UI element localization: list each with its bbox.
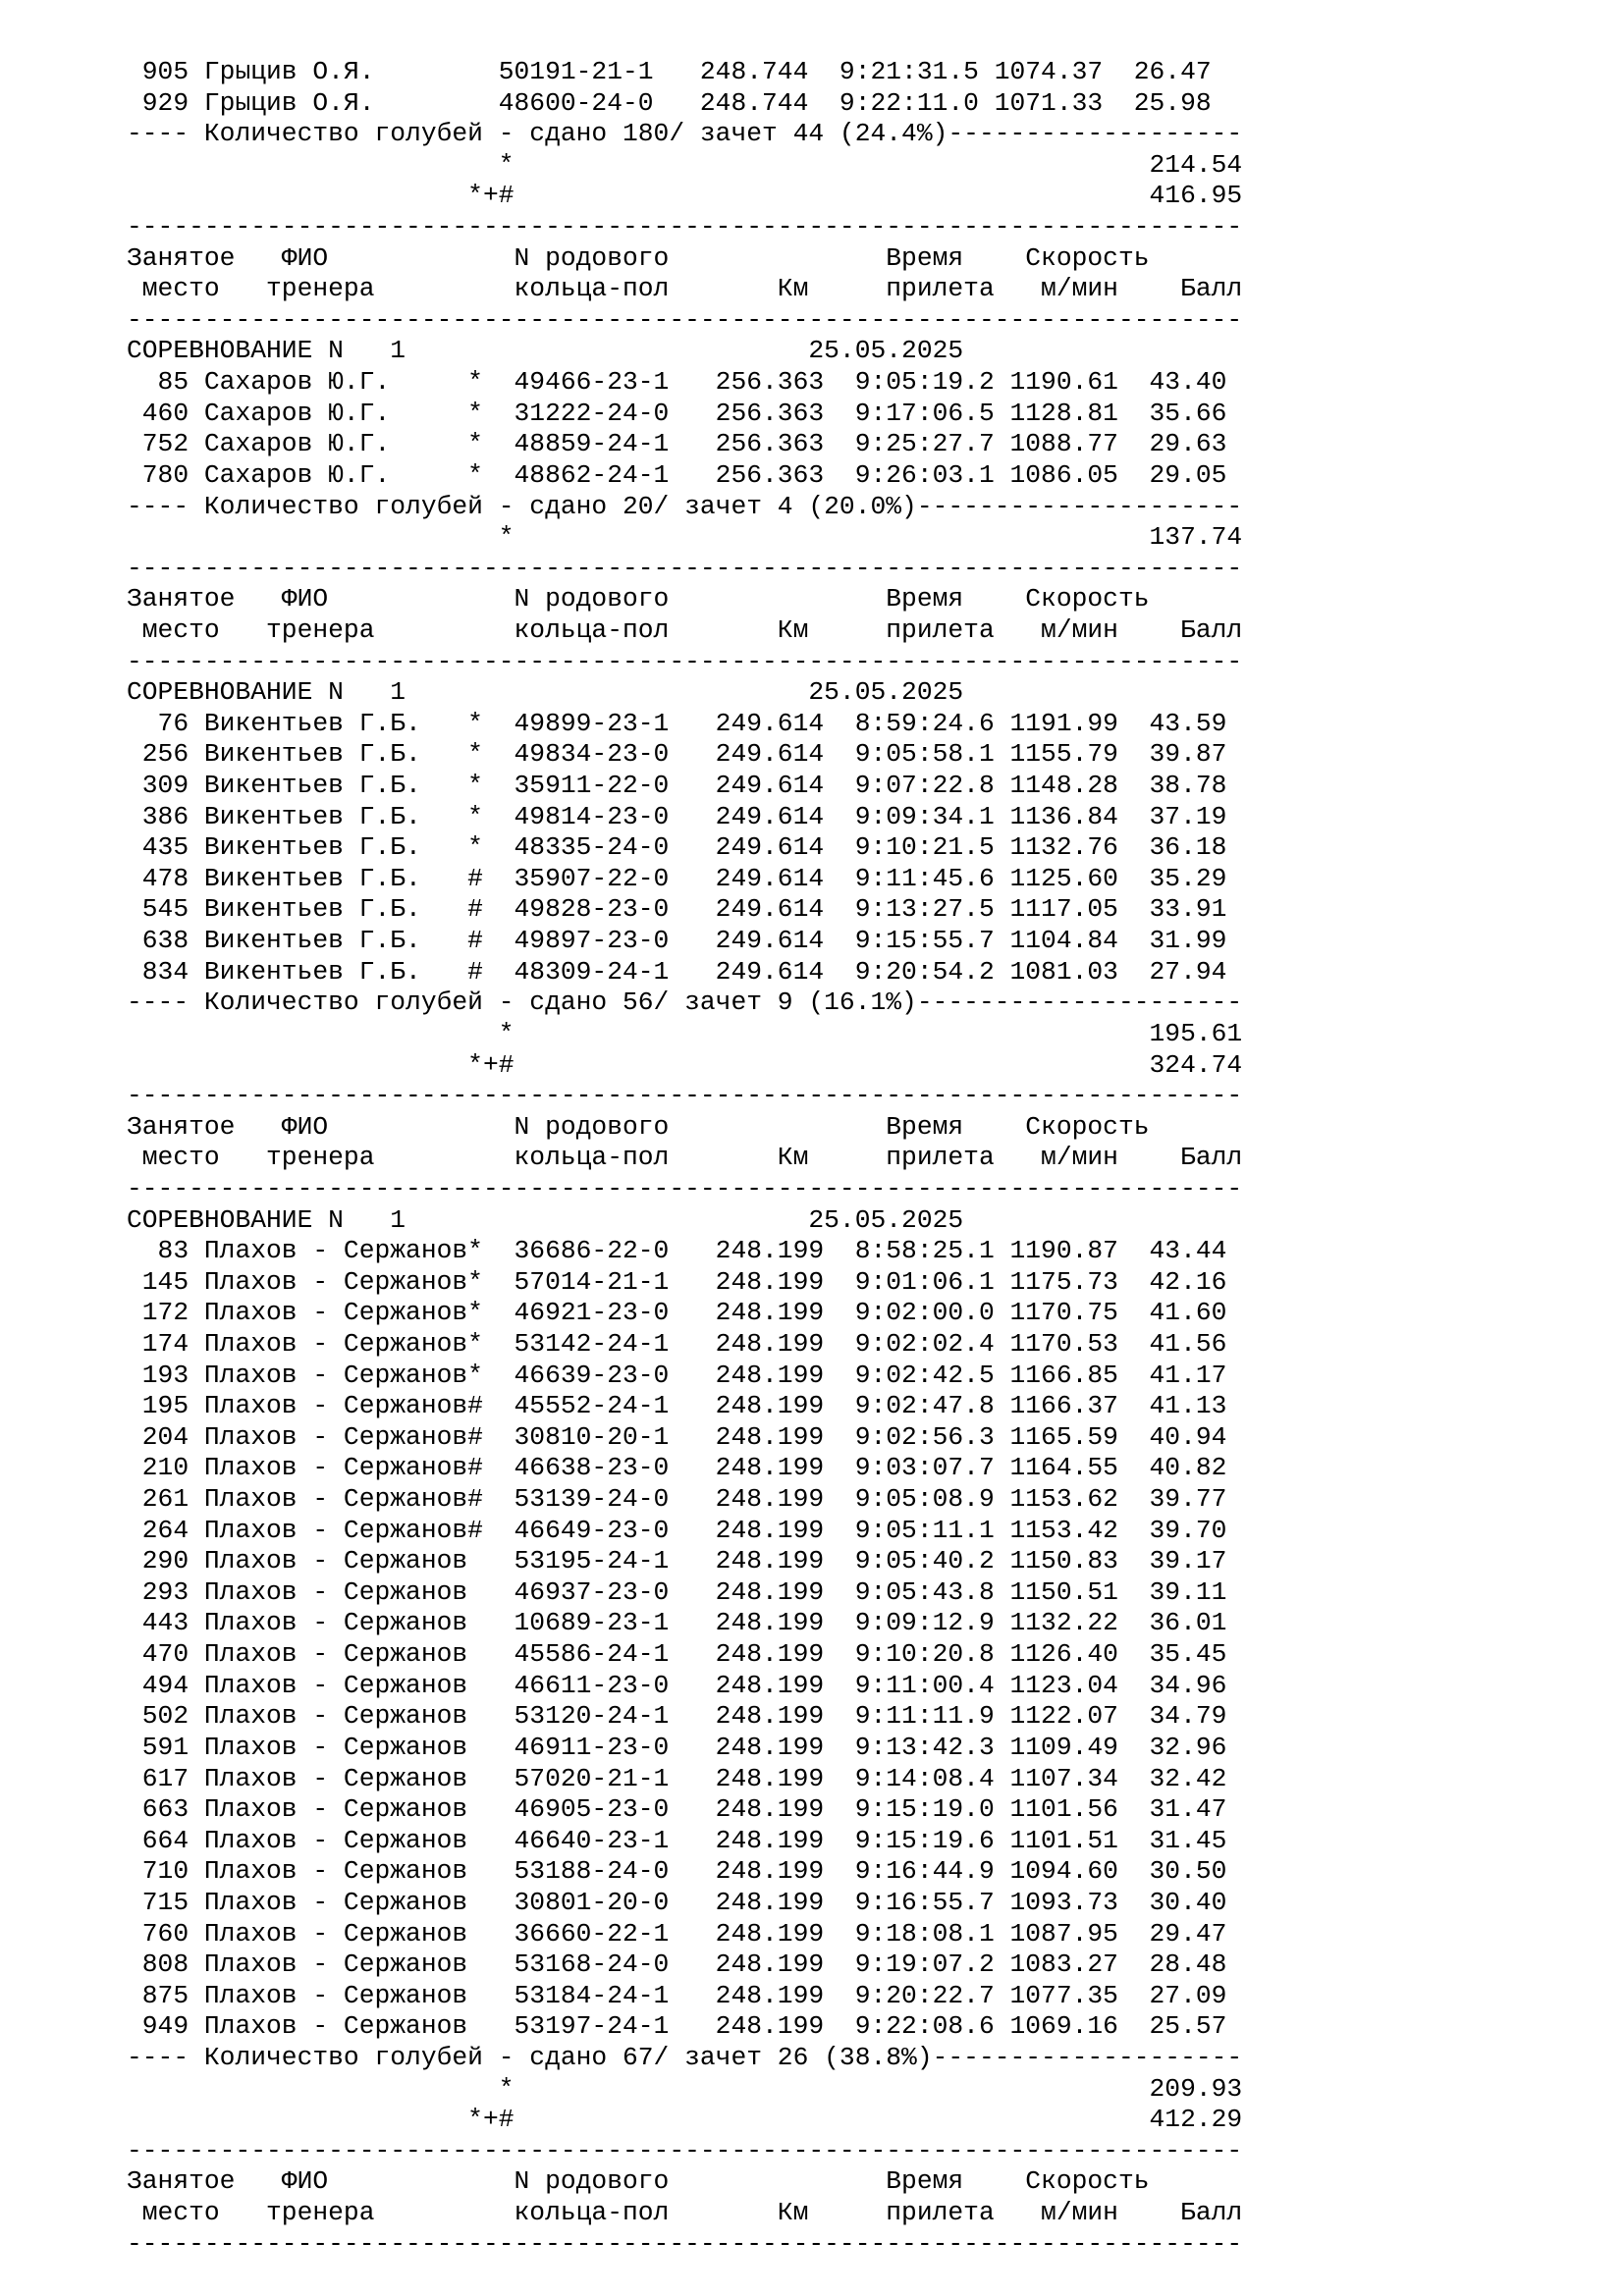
document-line: Занятое ФИО N родового Время Скорость [127, 584, 1150, 614]
document-line: 591 Плахов - Сержанов 46911-23-0 248.199 9:13:42.3 1109.49 32.96 [127, 1732, 1227, 1762]
document-line: 293 Плахов - Сержанов 46937-23-0 248.199 9:05:43.8 1150.51 39.11 [127, 1576, 1227, 1607]
document-line: 715 Плахов - Сержанов 30801-20-0 248.199 9:16:55.7 1093.73 30.40 [127, 1887, 1227, 1917]
document-line: 494 Плахов - Сержанов 46611-23-0 248.199 9:11:00.4 1123.04 34.96 [127, 1670, 1227, 1700]
document-line: 264 Плахов - Сержанов# 46649-23-0 248.199 9:05:11.1 1153.42 39.70 [127, 1515, 1227, 1545]
document-line: ------------------------------------------------------------------------ [127, 2135, 1243, 2165]
document-line: ------------------------------------------------------------------------ [127, 1173, 1243, 1203]
document-line: 780 Сахаров Ю.Г. * 48862-24-1 256.363 9:26:03.1 1086.05 29.05 [127, 459, 1227, 490]
document-line: 710 Плахов - Сержанов 53188-24-0 248.199 9:16:44.9 1094.60 30.50 [127, 1856, 1227, 1887]
document-line: ---- Количество голубей - сдано 20/ зачет 4 (20.0%)--------------------- [127, 491, 1243, 521]
document-line: * 209.93 [127, 2073, 1243, 2104]
document-line: 256 Викентьев Г.Б. * 49834-23-0 249.614 9:05:58.1 1155.79 39.87 [127, 739, 1227, 770]
document-line: 290 Плахов - Сержанов 53195-24-1 248.199 9:05:40.2 1150.83 39.17 [127, 1546, 1227, 1576]
document-line: ------------------------------------------------------------------------ [127, 1081, 1243, 1111]
document-line: СОРЕВНОВАНИЕ N 1 25.05.2025 [127, 336, 964, 366]
document-line: 664 Плахов - Сержанов 46640-23-1 248.199 9:15:19.6 1101.51 31.45 [127, 1825, 1227, 1855]
document-line: Занятое ФИО N родового Время Скорость [127, 1111, 1150, 1142]
document-line: 435 Викентьев Г.Б. * 48335-24-0 249.614 9:10:21.5 1132.76 36.18 [127, 832, 1227, 863]
document-line: Занятое ФИО N родового Время Скорость [127, 242, 1150, 273]
document-line: ------------------------------------------------------------------------ [127, 553, 1243, 583]
document-line: 545 Викентьев Г.Б. # 49828-23-0 249.614 9:13:27.5 1117.05 33.91 [127, 894, 1227, 925]
document-line: 752 Сахаров Ю.Г. * 48859-24-1 256.363 9:25:27.7 1088.77 29.63 [127, 429, 1227, 459]
document-line: 663 Плахов - Сержанов 46905-23-0 248.199 9:15:19.0 1101.56 31.47 [127, 1794, 1227, 1825]
results-document [127, 57, 1242, 2260]
document-line: ---- Количество голубей - сдано 67/ зачет 26 (38.8%)-------------------- [127, 2043, 1243, 2072]
document-line: ------------------------------------------------------------------------ [127, 212, 1243, 242]
document-line: 174 Плахов - Сержанов* 53142-24-1 248.199 9:02:02.4 1170.53 41.56 [127, 1328, 1227, 1359]
document-line: ------------------------------------------------------------------------ [127, 646, 1243, 676]
document-line: *+# 324.74 [127, 1049, 1243, 1080]
document-line: ---- Количество голубей - сдано 180/ зачет 44 (24.4%)------------------- [127, 119, 1243, 149]
document-line: СОРЕВНОВАНИЕ N 1 25.05.2025 [127, 1204, 964, 1235]
document-line: 638 Викентьев Г.Б. # 49897-23-0 249.614 9:15:55.7 1104.84 31.99 [127, 926, 1227, 956]
document-line: 193 Плахов - Сержанов* 46639-23-0 248.199 9:02:42.5 1166.85 41.17 [127, 1360, 1227, 1390]
document-line: * 137.74 [127, 522, 1243, 553]
document-line: ------------------------------------------------------------------------ [127, 304, 1243, 335]
document-line: 760 Плахов - Сержанов 36660-22-1 248.199 9:18:08.1 1087.95 29.47 [127, 1918, 1227, 1949]
document-line: * 214.54 [127, 149, 1243, 180]
document-line: 172 Плахов - Сержанов* 46921-23-0 248.199 9:02:00.0 1170.75 41.60 [127, 1298, 1227, 1328]
document-line: 83 Плахов - Сержанов* 36686-22-0 248.199 8:58:25.1 1190.87 43.44 [127, 1236, 1227, 1266]
document-line: 386 Викентьев Г.Б. * 49814-23-0 249.614 9:09:34.1 1136.84 37.19 [127, 801, 1227, 831]
document-line: 210 Плахов - Сержанов# 46638-23-0 248.199 9:03:07.7 1164.55 40.82 [127, 1453, 1227, 1483]
document-line: 808 Плахов - Сержанов 53168-24-0 248.199 9:19:07.2 1083.27 28.48 [127, 1949, 1227, 1980]
document-line: 145 Плахов - Сержанов* 57014-21-1 248.199 9:01:06.1 1175.73 42.16 [127, 1266, 1227, 1297]
document-line: 204 Плахов - Сержанов# 30810-20-1 248.199 9:02:56.3 1165.59 40.94 [127, 1421, 1227, 1452]
document-line: *+# 412.29 [127, 2105, 1243, 2135]
document-line: место тренера кольца-пол Км прилета м/мин Балл [127, 2198, 1243, 2228]
document-line: место тренера кольца-пол Км прилета м/мин Балл [127, 274, 1243, 304]
document-line: СОРЕВНОВАНИЕ N 1 25.05.2025 [127, 677, 964, 708]
document-line: 929 Грыцив О.Я. 48600-24-0 248.744 9:22:11.0 1071.33 25.98 [127, 87, 1212, 118]
document-line: ---- Количество голубей - сдано 56/ зачет 9 (16.1%)--------------------- [127, 988, 1243, 1018]
document-line: Занятое ФИО N родового Время Скорость [127, 2166, 1150, 2197]
document-line: *+# 416.95 [127, 181, 1243, 211]
document-line: 905 Грыцив О.Я. 50191-21-1 248.744 9:21:31.5 1074.37 26.47 [127, 57, 1212, 86]
document-line: 834 Викентьев Г.Б. # 48309-24-1 249.614 9:20:54.2 1081.03 27.94 [127, 956, 1227, 987]
document-line: место тренера кольца-пол Км прилета м/мин Балл [127, 614, 1243, 645]
document-line: 470 Плахов - Сержанов 45586-24-1 248.199 9:10:20.8 1126.40 35.45 [127, 1639, 1227, 1670]
document-line: место тренера кольца-пол Км прилета м/мин Балл [127, 1143, 1243, 1173]
document-line: 502 Плахов - Сержанов 53120-24-1 248.199 9:11:11.9 1122.07 34.79 [127, 1701, 1227, 1732]
document-line: 443 Плахов - Сержанов 10689-23-1 248.199 9:09:12.9 1132.22 36.01 [127, 1608, 1227, 1638]
document-line: 617 Плахов - Сержанов 57020-21-1 248.199 9:14:08.4 1107.34 32.42 [127, 1763, 1227, 1793]
document-line: * 195.61 [127, 1018, 1243, 1048]
document-line: 309 Викентьев Г.Б. * 35911-22-0 249.614 9:07:22.8 1148.28 38.78 [127, 771, 1227, 801]
document-line: ------------------------------------------------------------------------ [127, 2228, 1243, 2259]
document-line: 875 Плахов - Сержанов 53184-24-1 248.199 9:20:22.7 1077.35 27.09 [127, 1980, 1227, 2010]
document-line: 478 Викентьев Г.Б. # 35907-22-0 249.614 9:11:45.6 1125.60 35.29 [127, 863, 1227, 893]
document-line: 195 Плахов - Сержанов# 45552-24-1 248.199 9:02:47.8 1166.37 41.13 [127, 1391, 1227, 1421]
document-line: 76 Викентьев Г.Б. * 49899-23-1 249.614 8:59:24.6 1191.99 43.59 [127, 708, 1227, 738]
document-line: 949 Плахов - Сержанов 53197-24-1 248.199 9:22:08.6 1069.16 25.57 [127, 2011, 1227, 2042]
document-line: 261 Плахов - Сержанов# 53139-24-0 248.199 9:05:08.9 1153.62 39.77 [127, 1484, 1227, 1515]
document-line: 460 Сахаров Ю.Г. * 31222-24-0 256.363 9:17:06.5 1128.81 35.66 [127, 398, 1227, 428]
document-line: 85 Сахаров Ю.Г. * 49466-23-1 256.363 9:05:19.2 1190.61 43.40 [127, 367, 1227, 398]
